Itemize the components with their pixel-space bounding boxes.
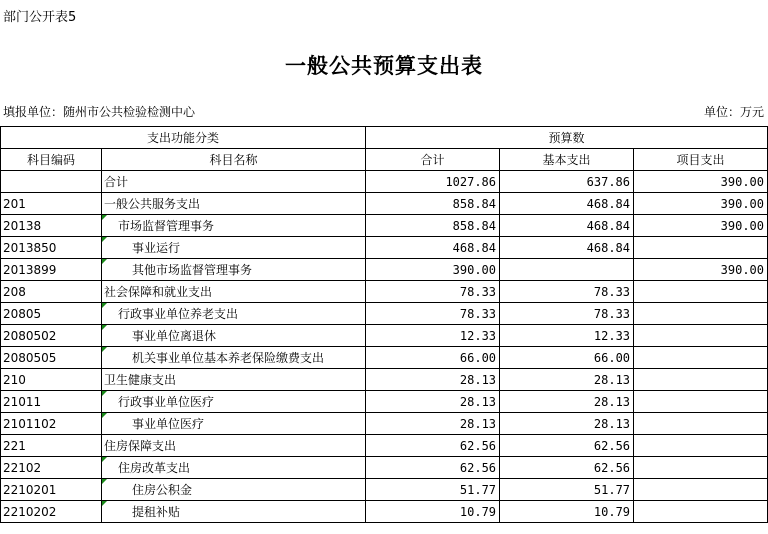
row-project [634, 435, 768, 457]
row-name-cell [102, 413, 366, 435]
cell-marker-icon [102, 501, 107, 506]
cell-marker-icon [102, 259, 107, 264]
row-total: 858.84 [366, 215, 500, 237]
row-name-cell [102, 435, 366, 457]
table-row [1, 259, 768, 281]
row-code: 2080502 [1, 325, 102, 347]
row-name-cell [102, 215, 366, 237]
row-basic: 12.33 [500, 325, 634, 347]
row-name-cell [102, 171, 366, 193]
row-project [634, 501, 768, 523]
row-name-cell [102, 457, 366, 479]
row-basic: 468.84 [500, 237, 634, 259]
row-project [634, 303, 768, 325]
cell-marker-icon [102, 479, 107, 484]
table-row [1, 281, 768, 303]
row-total: 468.84 [366, 237, 500, 259]
row-name-cell [102, 391, 366, 413]
row-basic: 28.13 [500, 413, 634, 435]
header-group-row [1, 127, 768, 149]
row-basic: 468.84 [500, 215, 634, 237]
row-name-cell [102, 259, 366, 281]
row-total: 28.13 [366, 413, 500, 435]
row-total: 28.13 [366, 369, 500, 391]
row-basic: 78.33 [500, 303, 634, 325]
row-basic: 51.77 [500, 479, 634, 501]
row-project: 390.00 [634, 171, 768, 193]
row-name: 行政事业单位养老支出 [118, 307, 239, 321]
table-row [1, 501, 768, 523]
table-row [1, 303, 768, 325]
cell-marker-icon [102, 457, 107, 462]
row-name: 事业单位医疗 [132, 417, 205, 431]
row-code: 2210201 [1, 479, 102, 501]
row-name-cell [102, 237, 366, 259]
row-name: 事业运行 [132, 241, 181, 255]
table-row [1, 237, 768, 259]
row-total: 1027.86 [366, 171, 500, 193]
row-name-cell [102, 501, 366, 523]
row-code [1, 171, 102, 193]
table-row [1, 369, 768, 391]
header-basic: 基本支出 [500, 149, 634, 171]
table-row [1, 413, 768, 435]
row-name-cell [102, 479, 366, 501]
row-project: 390.00 [634, 193, 768, 215]
row-name: 提租补贴 [132, 505, 181, 519]
row-code: 2013899 [1, 259, 102, 281]
row-basic: 468.84 [500, 193, 634, 215]
row-project [634, 281, 768, 303]
row-name: 合计 [104, 175, 129, 189]
row-code: 208 [1, 281, 102, 303]
row-total: 28.13 [366, 391, 500, 413]
row-name-cell [102, 193, 366, 215]
table-row [1, 347, 768, 369]
table-row [1, 215, 768, 237]
cell-marker-icon [102, 325, 107, 330]
cell-marker-icon [102, 215, 107, 220]
header-column-row [1, 149, 768, 171]
row-total: 10.79 [366, 501, 500, 523]
header-total: 合计 [366, 149, 500, 171]
row-total: 62.56 [366, 457, 500, 479]
row-project: 390.00 [634, 215, 768, 237]
row-total: 78.33 [366, 281, 500, 303]
row-name-cell [102, 369, 366, 391]
table-row [1, 479, 768, 501]
row-project [634, 325, 768, 347]
header-name: 科目名称 [102, 149, 366, 171]
row-name-cell [102, 347, 366, 369]
header-budget: 预算数 [366, 127, 768, 149]
row-total: 78.33 [366, 303, 500, 325]
row-name: 一般公共服务支出 [104, 197, 201, 211]
row-name: 住房公积金 [132, 483, 193, 497]
row-code: 20138 [1, 215, 102, 237]
row-name: 市场监督管理事务 [118, 219, 215, 233]
table-row [1, 435, 768, 457]
cell-marker-icon [102, 413, 107, 418]
row-code: 20805 [1, 303, 102, 325]
row-project [634, 347, 768, 369]
row-code: 201 [1, 193, 102, 215]
row-code: 2210202 [1, 501, 102, 523]
row-name: 住房改革支出 [118, 461, 191, 475]
row-basic: 10.79 [500, 501, 634, 523]
row-name-cell [102, 303, 366, 325]
row-code: 2013850 [1, 237, 102, 259]
row-basic: 28.13 [500, 391, 634, 413]
money-unit: 单位：万元 [703, 105, 764, 119]
cell-marker-icon [102, 237, 107, 242]
table-row [1, 391, 768, 413]
row-project [634, 457, 768, 479]
row-project: 390.00 [634, 259, 768, 281]
row-basic: 637.86 [500, 171, 634, 193]
row-code: 2101102 [1, 413, 102, 435]
table-row [1, 325, 768, 347]
corner-label: 部门公开表5 [3, 10, 77, 25]
row-total: 390.00 [366, 259, 500, 281]
row-project [634, 369, 768, 391]
row-name: 行政事业单位医疗 [118, 395, 215, 409]
row-name: 事业单位离退休 [132, 329, 217, 343]
row-total: 66.00 [366, 347, 500, 369]
row-name: 社会保障和就业支出 [104, 285, 213, 299]
row-code: 22102 [1, 457, 102, 479]
table-row [1, 171, 768, 193]
row-code: 221 [1, 435, 102, 457]
page-title: 一般公共预算支出表 [285, 54, 483, 78]
row-project [634, 479, 768, 501]
row-basic: 62.56 [500, 435, 634, 457]
row-project [634, 391, 768, 413]
table-row [1, 193, 768, 215]
table-row [1, 457, 768, 479]
row-name: 其他市场监督管理事务 [132, 263, 253, 277]
row-total: 51.77 [366, 479, 500, 501]
row-name-cell [102, 281, 366, 303]
row-basic: 62.56 [500, 457, 634, 479]
fill-unit: 填报单位：随州市公共检验检测中心 [3, 105, 196, 119]
row-name: 机关事业单位基本养老保险缴费支出 [132, 351, 325, 365]
row-code: 210 [1, 369, 102, 391]
row-code: 2080505 [1, 347, 102, 369]
row-project [634, 237, 768, 259]
header-function-class: 支出功能分类 [1, 127, 366, 149]
row-basic: 66.00 [500, 347, 634, 369]
unit-row [0, 103, 768, 121]
row-total: 858.84 [366, 193, 500, 215]
row-basic: 78.33 [500, 281, 634, 303]
row-name: 卫生健康支出 [104, 373, 177, 387]
row-name-cell [102, 325, 366, 347]
cell-marker-icon [102, 303, 107, 308]
header-project: 项目支出 [634, 149, 768, 171]
header-code: 科目编码 [1, 149, 102, 171]
row-name: 住房保障支出 [104, 439, 177, 453]
row-basic [500, 259, 634, 281]
budget-table [0, 126, 768, 523]
cell-marker-icon [102, 347, 107, 352]
row-total: 62.56 [366, 435, 500, 457]
row-basic: 28.13 [500, 369, 634, 391]
row-code: 21011 [1, 391, 102, 413]
cell-marker-icon [102, 391, 107, 396]
row-project [634, 413, 768, 435]
row-total: 12.33 [366, 325, 500, 347]
